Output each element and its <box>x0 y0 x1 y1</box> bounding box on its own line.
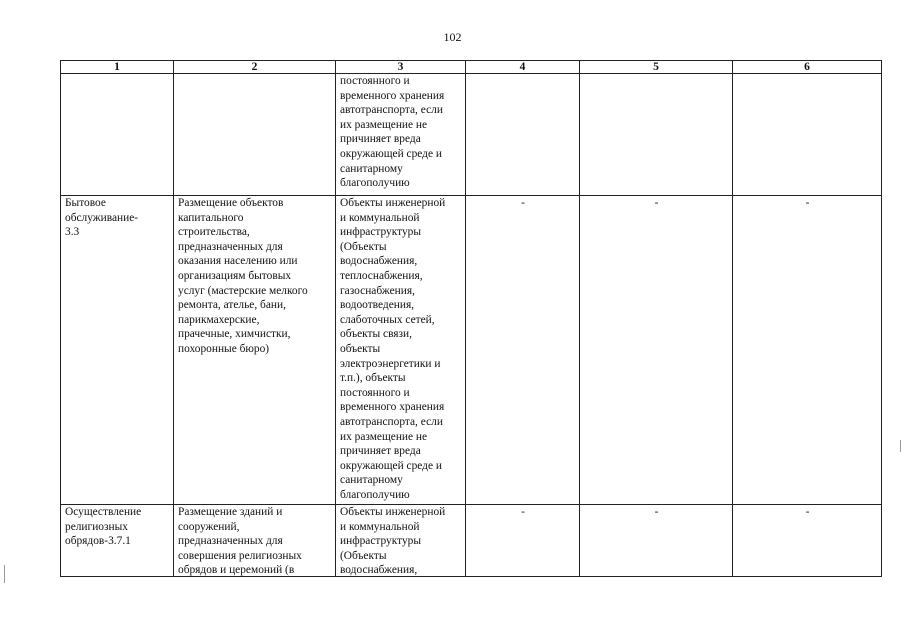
column-header-1: 1 <box>61 61 174 74</box>
cell-text: - <box>654 197 659 209</box>
page-number: 102 <box>443 30 462 44</box>
table-cell <box>336 505 466 577</box>
cell-text: Размещение объектов капитального строительства, предназначенных для оказания населению или организациям бытовых услуг (мастерские мелкого ремонта, ателье, бани, парикмахерские, прачечные, химчистки, похоронные бюро) <box>178 197 308 355</box>
scan-artifact-left <box>4 565 5 583</box>
cell-text: Бытовое обслуживание- 3.3 <box>65 197 139 239</box>
table-cell <box>580 505 733 577</box>
column-header-4: 4 <box>466 61 580 74</box>
table-row <box>61 505 882 577</box>
table-cell <box>466 196 580 505</box>
table-cell <box>580 196 733 505</box>
cell-text: Осуществление религиозных обрядов-3.7.1 <box>65 506 142 548</box>
table-row <box>61 196 882 505</box>
column-header-2: 2 <box>174 61 336 74</box>
table-cell <box>733 196 882 505</box>
cell-text: постоянного и временного хранения автотранспорта, если их размещение не причиняет вреда окружающей среде и санитарному благополучию <box>340 75 445 190</box>
scan-artifact-right <box>900 440 901 452</box>
table-cell <box>174 74 336 196</box>
cell-text: Размещение зданий и сооружений, предназначенных для совершения религиозных обрядов и церемоний (в <box>178 506 302 576</box>
table-header-row <box>61 61 882 74</box>
cell-text: - <box>521 506 525 518</box>
table-cell <box>61 505 174 577</box>
table-cell <box>733 505 882 577</box>
regulations-table <box>60 60 882 577</box>
table-cell <box>466 74 580 196</box>
cell-text: Объекты инженерной и коммунальной инфраструктуры (Объекты водоснабжения, <box>340 506 446 576</box>
table-cell <box>61 196 174 505</box>
column-header-5: 5 <box>580 61 733 74</box>
table-cell <box>733 74 882 196</box>
table-cell <box>580 74 733 196</box>
table-cell <box>466 505 580 577</box>
table-cell <box>174 505 336 577</box>
cell-text: - <box>654 506 659 518</box>
cell-text: - <box>521 197 525 209</box>
cell-text: Объекты инженерной и коммунальной инфраструктуры (Объекты водоснабжения, теплоснабжения, газоснабжения, водоотведения, слаботочных сетей, объекты связи, объекты электроэнергетики и т.п.), объекты постоянного и временного хранения автотранспорта, если их размещение не причиняет вреда окружающей среде и санитарному благополучию <box>340 197 446 501</box>
cell-text: - <box>805 197 810 209</box>
cell-text: - <box>805 506 810 518</box>
table-row <box>61 74 882 196</box>
column-header-6: 6 <box>733 61 882 74</box>
table-cell <box>61 74 174 196</box>
table-cell <box>336 196 466 505</box>
table-cell <box>174 196 336 505</box>
column-header-3: 3 <box>336 61 466 74</box>
table-cell <box>336 74 466 196</box>
